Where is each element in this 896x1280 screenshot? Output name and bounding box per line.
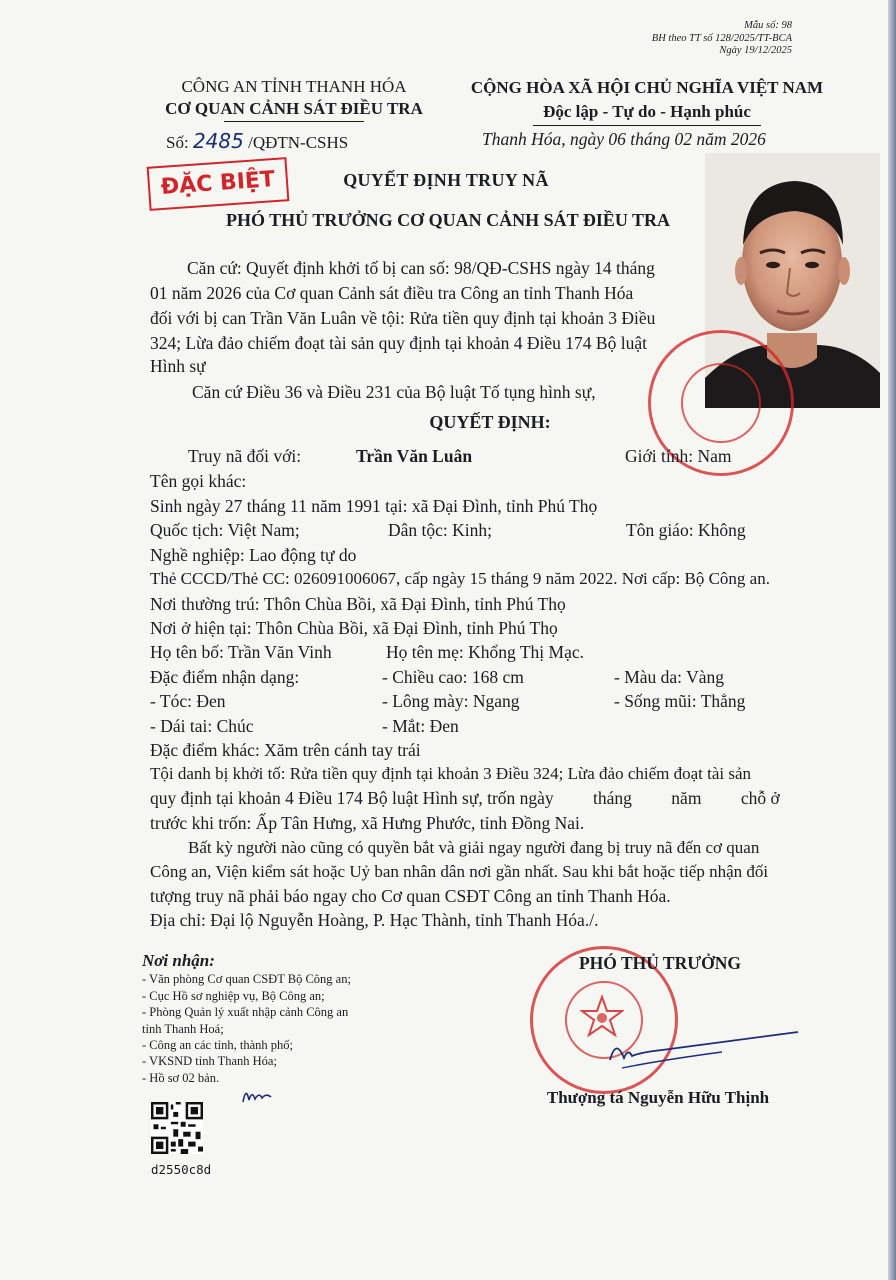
doc-number-prefix: Số:: [166, 133, 193, 152]
recipient-item: - Phòng Quản lý xuất nhập cảnh Công an: [142, 1005, 349, 1020]
nose: - Sống mũi: Thẳng: [614, 691, 746, 711]
recipients-heading: Nơi nhận:: [142, 951, 215, 970]
basis-line-1: Căn cứ: Quyết định khởi tố bị can số: 98/QĐ-CSHS ngày 14 tháng: [187, 258, 655, 278]
height: - Chiều cao: 168 cm: [382, 667, 524, 687]
basis-line-4: 324; Lừa đảo chiếm đoạt tài sản quy định tại khoản 4 Điều 174 Bộ luật: [150, 333, 647, 353]
recipient-item: - VKSND tỉnh Thanh Hóa;: [142, 1054, 277, 1069]
features-label: Đặc điểm nhận dạng:: [150, 667, 300, 687]
issuing-authority: [140, 76, 448, 122]
mother-name: Họ tên mẹ: Khổng Thị Mạc.: [386, 642, 584, 662]
agency-name: CƠ QUAN CẢNH SÁT ĐIỀU TRA: [165, 99, 423, 118]
current-address: Nơi ở hiện tại: Thôn Chùa Bồi, xã Đại Đình, tỉnh Phú Thọ: [150, 618, 558, 638]
hair: - Tóc: Đen: [150, 691, 226, 711]
eyebrow: - Lông mày: Ngang: [382, 691, 520, 711]
recipient-item: - Hồ sơ 02 bản.: [142, 1070, 220, 1085]
doc-number-handwritten: 2485: [192, 129, 244, 153]
eye: - Mắt: Đen: [382, 716, 459, 736]
qr-code: [151, 1102, 203, 1154]
gender: Giới tính: Nam: [625, 446, 732, 466]
other-features: Đặc điểm khác: Xăm trên cánh tay trái: [150, 740, 421, 760]
form-date: Ngày 19/12/2025: [719, 45, 792, 56]
signature-title: PHÓ THỦ TRƯỞNG: [578, 953, 742, 973]
page-edge-shadow: [888, 0, 896, 1280]
basis-line-6: Căn cứ Điều 36 và Điều 231 của Bộ luật Tố tụng hình sự,: [192, 382, 596, 402]
form-number-note: [652, 20, 792, 58]
occupation: Nghề nghiệp: Lao động tự do: [150, 545, 357, 565]
document-title: QUYẾT ĐỊNH TRUY NÃ: [343, 170, 549, 190]
basis-line-3: đối với bị can Trần Văn Luân về tội: Rửa tiền quy định tại khoản 3 Điều: [150, 308, 656, 328]
motto: Độc lập - Tự do - Hạnh phúc: [543, 102, 751, 121]
place-date: Thanh Hóa, ngày 06 tháng 02 năm 2026: [482, 129, 766, 149]
motto-underline: [533, 125, 761, 126]
document-number: [166, 129, 348, 153]
signer-name: Thượng tá Nguyễn Hữu Thịnh: [546, 1088, 770, 1107]
charge-line-2: quy định tại khoản 4 Điều 174 Bộ luật Hình sự, trốn ngày tháng năm chỗ ở: [150, 788, 780, 808]
recipients: [142, 953, 351, 1086]
id-card: Thẻ CCCD/Thẻ CC: 026091006067, cấp ngày 15 tháng 9 năm 2022. Nơi cấp: Bộ Công an.: [150, 569, 770, 588]
signature-mark: [602, 1020, 802, 1080]
decision-heading: QUYẾT ĐỊNH:: [429, 412, 551, 432]
notice-line-4: Địa chỉ: Đại lộ Nguyễn Hoàng, P. Hạc Thành, tỉnh Thanh Hóa./.: [150, 910, 599, 930]
alias: Tên gọi khác:: [150, 471, 247, 491]
recipient-item: - Công an các tỉnh, thành phố;: [142, 1038, 294, 1053]
recipient-item: - Cục Hồ sơ nghiệp vụ, Bộ Công an;: [142, 988, 325, 1003]
ethnicity: Dân tộc: Kinh;: [388, 520, 493, 540]
charge-line-1: Tội danh bị khởi tố: Rửa tiền quy định tại khoản 3 Điều 324; Lừa đảo chiếm đoạt tài sản: [150, 764, 752, 783]
form-no: Mẫu số: 98: [744, 20, 792, 31]
nationality: Quốc tịch: Việt Nam;: [150, 520, 300, 540]
initials-mark: [240, 1084, 274, 1108]
doc-number-suffix: /QĐTN-CSHS: [243, 133, 349, 152]
father-name: Họ tên bố: Trần Văn Vinh: [150, 642, 332, 662]
recipient-item: - Văn phòng Cơ quan CSĐT Bộ Công an;: [142, 972, 351, 987]
permanent-address: Nơi thường trú: Thôn Chùa Bồi, xã Đại Đình, tỉnh Phú Thọ: [150, 594, 566, 614]
notice-line-1: Bất kỳ người nào cũng có quyền bắt và giải ngay người đang bị truy nã đến cơ quan: [188, 838, 760, 857]
notice-line-3: tượng truy nã phải báo ngay cho Cơ quan CSĐT Công an tỉnh Thanh Hóa.: [150, 886, 671, 906]
document-subtitle: PHÓ THỦ TRƯỞNG CƠ QUAN CẢNH SÁT ĐIỀU TRA: [225, 210, 671, 230]
special-stamp: ĐẶC BIỆT: [147, 157, 290, 211]
skin-color: - Màu da: Vàng: [614, 667, 724, 687]
national-header: [432, 76, 862, 126]
nation-name: CỘNG HÒA XÃ HỘI CHỦ NGHĨA VIỆT NAM: [470, 78, 824, 97]
department-name: CÔNG AN TỈNH THANH HÓA: [181, 77, 407, 96]
form-circular: BH theo TT số 128/2025/TT-BCA: [651, 32, 792, 44]
basis-line-5: Hình sự: [150, 356, 206, 376]
charge-line-3: trước khi trốn: Ấp Tân Hưng, xã Hưng Phước, tỉnh Đồng Nai.: [150, 813, 585, 833]
agency-underline: [224, 121, 364, 122]
basis-line-2: 01 năm 2026 của Cơ quan Cảnh sát điều tra Công an tỉnh Thanh Hóa: [150, 283, 634, 303]
wanted-label: Truy nã đối với:: [188, 446, 302, 466]
suspect-name: Trần Văn Luân: [356, 446, 473, 466]
religion: Tôn giáo: Không: [626, 520, 746, 540]
notice-line-2: Công an, Viện kiểm sát hoặc Uỷ ban nhân dân nơi gần nhất. Sau khi bắt hoặc tiếp nhận đối: [150, 862, 769, 881]
ear: - Dái tai: Chúc: [150, 716, 254, 736]
recipient-item: tỉnh Thanh Hoá;: [142, 1021, 224, 1036]
document-code: d2550c8d: [151, 1162, 212, 1177]
birth-info: Sinh ngày 27 tháng 11 năm 1991 tại: xã Đại Đình, tỉnh Phú Thọ: [150, 496, 598, 516]
